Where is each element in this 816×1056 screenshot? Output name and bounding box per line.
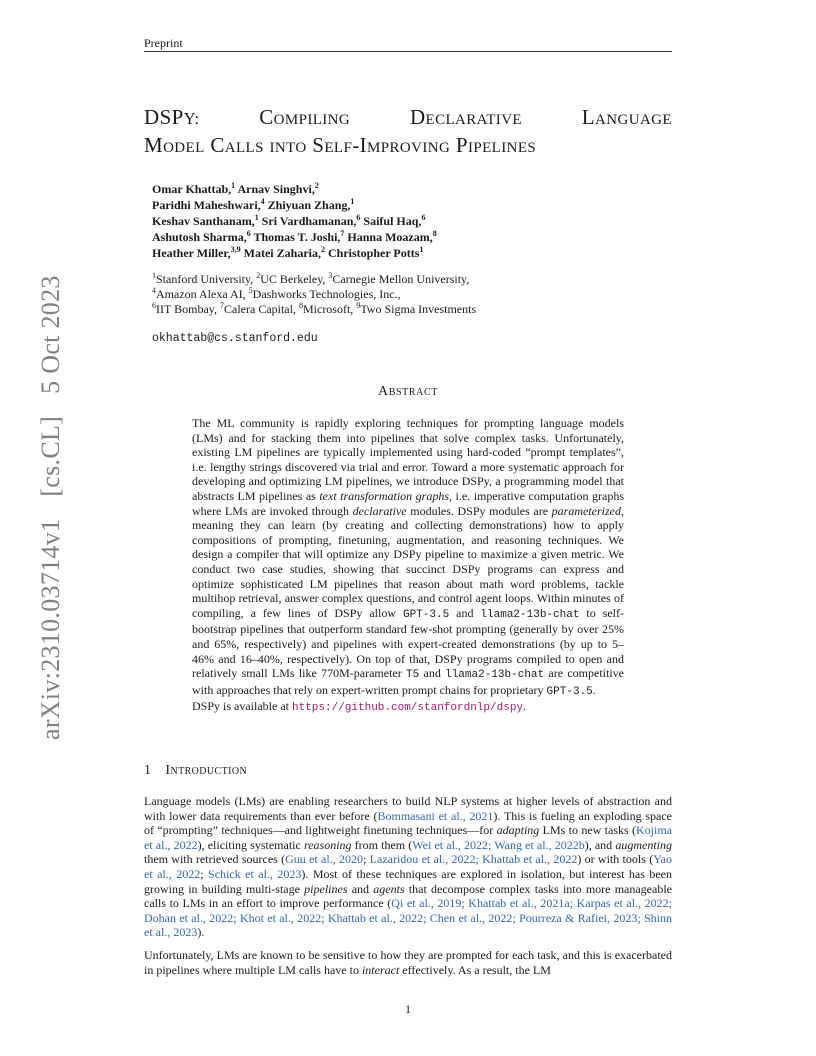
intro-body [144, 794, 672, 985]
github-link[interactable]: https://github.com/stanfordnlp/dspy [291, 702, 524, 715]
title-word: Language [581, 105, 672, 129]
running-header: Preprint [144, 36, 183, 50]
abstract-body: The ML community is rapidly exploring techniques for prompting language models (LMs) and for stacking them into pipelines that solve complex tasks. Unfortunately, existing LM pipelines are typically implemented using hard-coded “prompt templates”, i.e. lengthy strings discovered via trial and error. Toward a more systematic approach for developing and optimizing LM pipelines, we introduce DSPy, a programming model that abstracts LM pipelines as text transformation graphs, i.e. imperative computation graphs where LMs are invoked through declarative modules. DSPy modules are parameterized, meaning they can learn (by creating and collecting demonstrations) how to apply compositions of prompting, finetuning, augmentation, and reasoning techniques. We design a compiler that will optimize any DSPy pipeline to maximize a given metric. We conduct two case studies, showing that succinct DSPy programs can express and optimize sophisticated LM pipelines that reason about math word problems, tackle multihop retrieval, answer complex questions, and control agent loops. Within minutes of compiling, a few lines of DSPy allow GPT-3.5 and llama2-13b-chat to self-bootstrap pipelines that outperform standard few-shot prompting (generally by over 25% and 65%, respectively) and pipelines with expert-created demonstrations (by up to 5–46% and 16–40%, respectively). On top of that, DSPy programs compiled to open and relatively small LMs like 770M-parameter T5 and llama2-13b-chat are competitive with approaches that rely on expert-written prompt chains for proprietary GPT-3.5. DSPy is available at https://github.com/stanfordnlp/dspy. [192, 416, 625, 715]
citation-link[interactable]: Wei et al., 2022; Wang et al., 2022b [412, 837, 585, 852]
affiliations: $^1$Stanford University, $^2$UC Berkeley, $^3$Carnegie Mellon University, $^4$Amazon Alexa AI, $^5$Dashworks Technologies, Inc., $^6$IIT Bombay, $^7$Calera Capital, $^8$Microsoft, $^9$Two Sigma Investments [152, 271, 477, 316]
citation-link[interactable]: Guu et al., 2020 [285, 852, 364, 867]
section-heading: 1 Introduction [144, 763, 248, 778]
citation-link[interactable]: Schick et al., 2023 [208, 866, 302, 881]
citation-link[interactable]: Lazaridou et al., 2022; Khattab et al., 2022 [369, 852, 578, 867]
arxiv-date: 5 Oct 2023 [36, 275, 65, 394]
citation-link[interactable]: Yao et al., 2022 [144, 852, 672, 881]
citation-link[interactable]: Kojima et al., 2022 [144, 823, 672, 852]
paper-title [144, 104, 672, 159]
intro-paragraph-2: Unfortunately, LMs are known to be sensitive to how they are prompted for each task, and this is exacerbated in pipelines where multiple LM calls have to interact effectively. As a result, the LM [144, 947, 672, 977]
intro-paragraph-1: Language models (LMs) are enabling researchers to build NLP systems at higher levels of abstraction and with lower data requirements than ever before (Bommasani et al., 2021). This is fueling an exploding space of “prompting” techniques—and lightweight finetuning techniques—for adapting LMs to new tasks (Kojima et al., 2022), eliciting systematic reasoning from them (Wei et al., 2022; Wang et al., 2022b), and augmenting them with retrieved sources (Guu et al., 2020; Lazaridou et al., 2022; Khattab et al., 2022) or with tools (Yao et al., 2022; Schick et al., 2023). Most of these techniques are explored in isolation, but interest has been growing in building multi-stage pipelines and agents that decompose complex tasks into more manageable calls to LMs in an effort to improve performance (Qi et al., 2019; Khattab et al., 2021a; Karpas et al., 2022; Dohan et al., 2022; Khot et al., 2022; Khattab et al., 2022; Chen et al., 2022; Pourreza & Rafiei, 2023; Shinn et al., 2023). [144, 794, 673, 940]
arxiv-category: [cs.CL] [36, 415, 65, 497]
title-word: Compiling [259, 105, 351, 129]
title-word: DSPY: [144, 105, 200, 129]
contact-email[interactable]: okhattab@cs.stanford.edu [152, 332, 318, 345]
title-line-2: Model Calls into Self-Improving Pipelines [144, 133, 537, 157]
arxiv-stamp [36, 253, 66, 740]
header-rule [144, 51, 672, 52]
author-list: Omar Khattab,$^1$ Arnav Singhvi,$^2$ Paridhi Maheshwari,$^4$ Zhiyuan Zhang,$^1$ Keshav Santhanam,$^1$ Sri Vardhamanan,$^6$ Saiful Haq,$^6$ Ashutosh Sharma,$^6$ Thomas T. Joshi,$^7$ Hanna Moazam,$^8$ Heather Miller,$^{3,9}$ Matei Zaharia,$^2$ Christopher Potts$^1$ [152, 181, 437, 260]
title-word: Declarative [409, 105, 522, 129]
citation-link[interactable]: Qi et al., 2019; Khattab et al., 2021a; Karpas et al., 2022; Dohan et al., 2022; Khot et al., 2022; Khattab et al., 2022; Chen et al., 2022; Pourreza & Rafiei, 2023; Shinn et al., 2023 [144, 896, 672, 940]
abstract-heading: Abstract [378, 384, 438, 399]
page-number: 1 [405, 1002, 411, 1016]
citation-link[interactable]: Bommasani et al., 2021 [377, 808, 494, 823]
arxiv-id: arXiv:2310.03714v1 [36, 518, 65, 740]
